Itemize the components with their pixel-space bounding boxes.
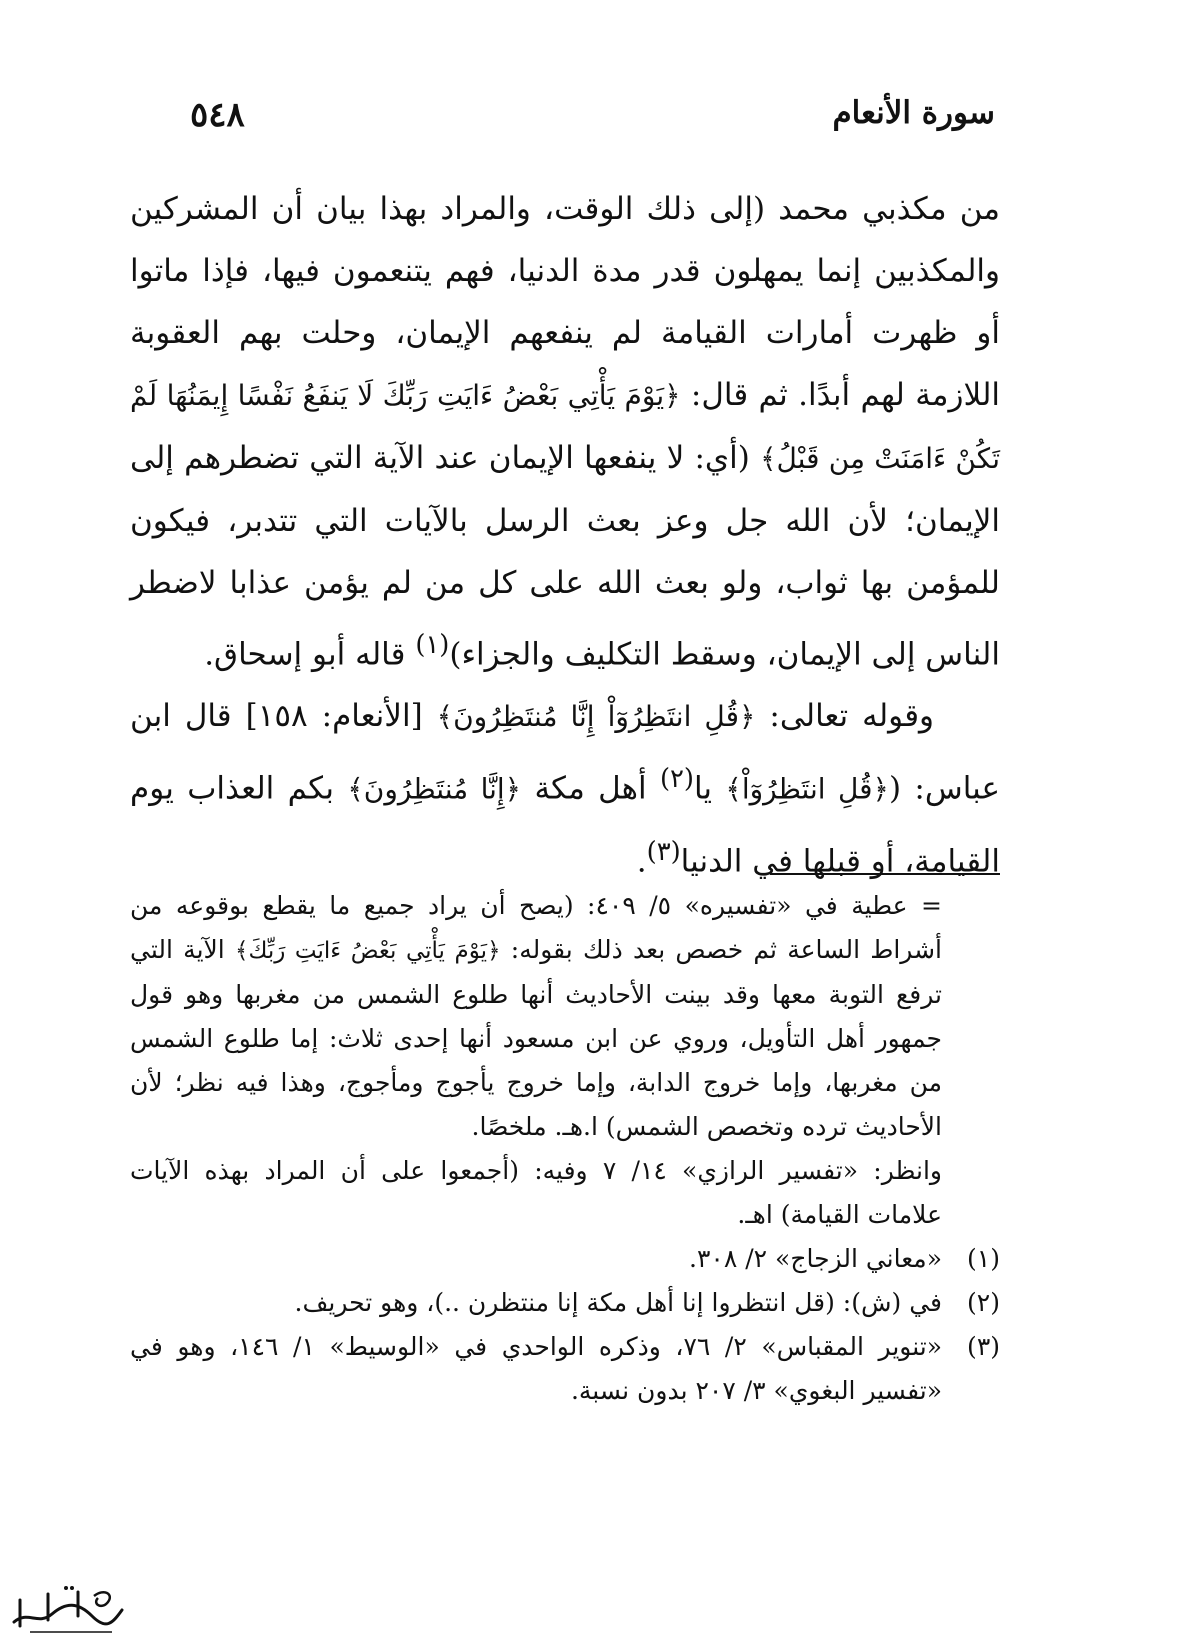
footnote-ref: (٣)	[646, 836, 681, 867]
text-run: (أي: لا ينفعها الإيمان عند الآية التي تضطرهم إلى الإيمان؛ لأن الله جل وعز بعث الرسل بالآيات التي تتدبر، فيكون للمؤمن بها ثواب، ولو بعث الله على كل من لم يؤمن عذابا لاضطر الناس إلى الإيمان، وسقط التكليف والجزاء)	[130, 440, 1000, 673]
footnote-number: (٣)	[967, 1332, 1001, 1361]
footnotes	[130, 884, 1000, 1413]
quran-verse: ﴿قُلِ انتَظِرُوٓاْ﴾	[725, 772, 889, 806]
paragraph-2	[130, 685, 1000, 892]
footnote-number: (١)	[967, 1244, 1000, 1273]
footnote-number: (٢)	[967, 1288, 1000, 1317]
footnote-text: في (ش): (قل انتظروا إنا أهل مكة إنا منتظرن ..)، وهو تحريف.	[294, 1288, 942, 1317]
text-run: وقوله تعالى:	[755, 698, 934, 735]
text-run: .	[636, 842, 647, 879]
footnote-2	[130, 1281, 1000, 1325]
footnote-text: «معاني الزجاج» ٢/ ٣٠٨.	[689, 1244, 942, 1273]
page-header	[190, 95, 995, 145]
text-run: [الأنعام: ١٥٨] قال ابن عباس: (	[130, 698, 1001, 807]
footnote-separator	[770, 873, 1000, 875]
text-run: قاله أبو إسحاق.	[204, 636, 416, 673]
text-run: = عطية في «تفسيره» ٥/ ٤٠٩: (يصح أن يراد جميع ما يقطع بوقوعه من أشراط الساعة ثم خصص بعد ذلك بقوله:	[130, 891, 943, 964]
footnote-1	[130, 1237, 1000, 1281]
main-text	[130, 178, 1000, 892]
quran-verse: ﴿قُلِ انتَظِرُوٓاْ إِنَّا مُنتَظِرُونَ﴾	[436, 700, 756, 734]
quran-verse: ﴿يَوْمَ يَأْتِي بَعْضُ ءَايَتِ رَبِّكَ لَا يَنفَعُ نَفْسًا إِيمَنُهَا لَمْ تَكُنْ ءَامَنَتْ مِن قَبْلُ﴾	[130, 379, 1000, 475]
text-run: يا	[693, 770, 726, 807]
footnote-ref: (٢)	[659, 764, 694, 795]
text-run: أهل مكة	[521, 770, 660, 807]
footnote-text: «تنوير المقباس» ٢/ ٧٦، وذكره الواحدي في «الوسيط» ١/ ١٤٦، وهو في «تفسير البغوي» ٣/ ٢٠٧ بدون نسبة.	[130, 1332, 943, 1405]
publisher-logo-stamp	[8, 1580, 128, 1640]
text-run: بكم العذاب يوم القيامة، أو قبلها في الدنيا	[130, 770, 1000, 879]
text-run: من مكذبي محمد (إلى ذلك الوقت، والمراد بهذا بيان أن المشركين والمكذبين إنما يمهلون قدر مدة الدنيا، فهم يتنعمون فيها، فإذا ماتوا أو ظهرت أمارات القيامة لم ينفعهم الإيمان، وحلت بهم العقوبة اللازمة لهم أبدًا. ثم قال:	[130, 191, 1000, 413]
footnote-3	[130, 1325, 1000, 1413]
quran-verse: ﴿يَوْمَ يَأْتِي بَعْضُ ءَايَتِ رَبِّكَ﴾	[234, 938, 501, 964]
text-run: الآية التي ترفع التوبة معها وقد بينت الأحاديث أنها طلوع الشمس من مغربها وهو قول جمهور أهل التأويل، وروي عن ابن مسعود أنها إحدى ثلاث: إما طلوع الشمس من مغربها، وإما خروج الدابة، وإما خروج يأجوج ومأجوج، وهذا فيه نظر؛ لأن الأحاديث ترده وتخصص الشمس) ا.هـ. ملخصًا.	[130, 935, 942, 1141]
page-number: ٥٤٨	[190, 95, 245, 135]
footnote-continuation: وانظر: «تفسير الرازي» ١٤/ ٧ وفيه: (أجمعوا على أن المراد بهذه الآيات علامات القيامة) اهـ.	[130, 1156, 942, 1229]
surah-title: سورة الأنعام	[832, 95, 995, 131]
footnote-ref: (١)	[415, 630, 450, 660]
footnote-continuation	[130, 884, 1000, 1149]
quran-verse: ﴿إِنَّا مُنتَظِرُونَ﴾	[347, 772, 522, 806]
paragraph-1	[130, 178, 1000, 685]
